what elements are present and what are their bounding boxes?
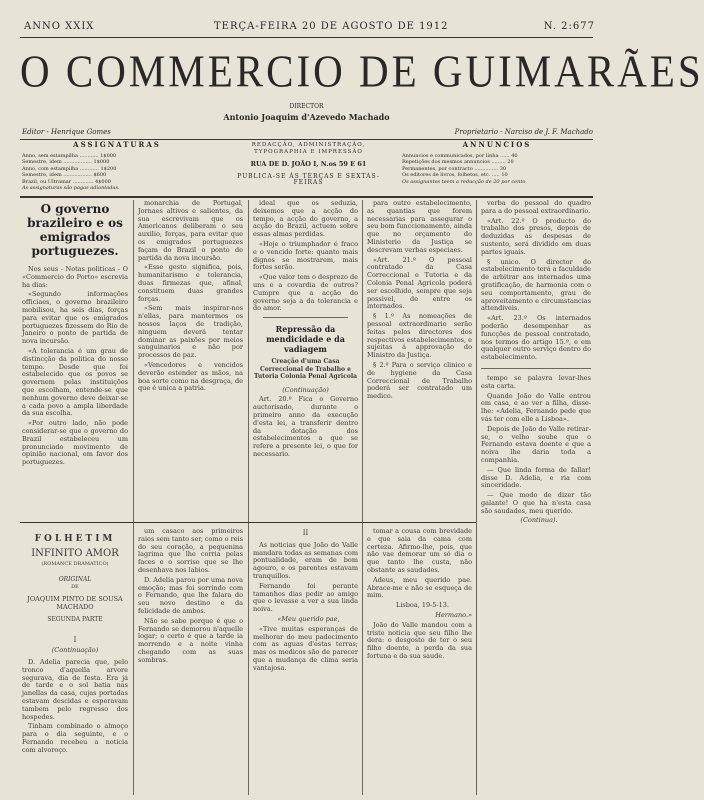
serial-title: INFINITO AMOR <box>31 547 119 559</box>
folhetim-paragraph: tomar a cousa com brevidade e que saia da cama com certeza. Afirmo-lhe, pois, que não vae demorar um só dia o que tanto lhe custa, não obstante as saudades. <box>367 527 472 574</box>
folhetim-paragraph: Lisboa, 19-5-13. <box>396 601 449 610</box>
folhetim-column-4 <box>367 528 472 796</box>
article-column-5 <box>481 200 591 795</box>
signatures-line: Brazil, ou Ultramar ............. 4$000 <box>22 178 111 185</box>
article-paragraph: Nos seus - Notas politicas - O «Commercio do Porto» escrevia ha dias: <box>22 265 128 289</box>
article-paragraph: «Vencedores e vencidos deverão estender as mãos, na boa sorte como na desgraça, de que é unica a patria. <box>138 360 243 393</box>
signatures-line: Semestre, idem .................. 1$000 <box>22 159 110 165</box>
folhetim-paragraph: — Que linda forma de fallar! disse D. Adelia, e ria com sinceridade. <box>481 465 591 490</box>
continuation-label: (Continuação) <box>51 646 99 655</box>
announcements-line: Permanentes, por contracto ............... 30 <box>402 165 507 172</box>
issue-date: TERÇA-FEIRA 20 DE AGOSTO DE 1912 <box>214 21 449 32</box>
article-paragraph: § 1.º As nomeações de pessoal extraordinario serão feitas pelos directores dos respectivos estabelecimentos, e sujeitas á approvação do Ministro da Justiça. <box>367 312 472 360</box>
article-paragraph: «Segundo informações officiaes, o governo brazileiro mobilisou, ha seis dias, forças para evitar que os emigrados portuguezes fizessem do Rio de Janeiro o ponto de partida de nova incursão. <box>22 290 128 346</box>
article-paragraph: «Por outro lado, não pode considerar-se que o governo do Brazil estabeleceu um pronunciado movimento de opinião nacional, em favor dos portuguezes. <box>22 419 128 467</box>
folhetim-paragraph: Tinham combinado o almoço para o dia seguinte, e o Fernando recebeu a noticia com alvoroço. <box>22 722 128 754</box>
folhetim-paragraph: Hermano.» <box>435 610 472 619</box>
article-paragraph: para outro estabelecimento, as quantias que forem necessarias para assegurar o seu bom funccionamento, ainda que no orçamento do Ministerio da Justiça se descrevam verbas especiaes. <box>367 199 472 254</box>
folhetim-paragraph: Depois de João do Valle retirar-se, o velho soube que o Fernando estava doente e que a noiva lhe daria toda a companhia. <box>481 424 591 464</box>
signatures-box <box>22 142 212 194</box>
serial-original: ORIGINAL <box>58 576 92 584</box>
chapter-number: I <box>73 636 77 645</box>
signatures-line: Anno, com estampilha ............ 1$200 <box>22 165 117 172</box>
folhetim-paragraph: Fernando foi perante tamanhos dias pedir ao amigo que o levasse a ver a sua linda noiva. <box>253 581 358 614</box>
signatures-title: ASSIGNATURAS <box>73 140 161 149</box>
announcements-title: ANNUNCIOS <box>462 140 532 149</box>
article-paragraph: «Sem mais inspirar-nos n'ellas, para mantermos os nossos laços de tradição, ninguem deverá tentar dominar as paixões por meios sanguinarios e não por processos de paz. <box>138 304 243 360</box>
article-paragraph: «Que valor tem o desprezo de uns e a covardia de outros? Cumpre que a acção do governo seja a da tolerancia e do amor. <box>253 273 358 313</box>
announcements-note: Os assignantes teem a reducção de 20 por cento. <box>402 178 527 185</box>
folhetim-paragraph: «Tive muitas esperanças de melhorar do meu padecimento com as aguas d'estas terras; mas os medicos são de parecer que a mudança de clima seria vantajosa. <box>253 624 358 672</box>
folhetim-rule <box>20 522 476 523</box>
serial-author: JOAQUIM PINTO DE SOUSA MACHADO <box>27 594 123 611</box>
announcements-line: Annuncios e communicados, por linha ...... 40 <box>402 152 518 159</box>
article-headline: O governo brazileiro e os emigrados portuguezes. <box>27 202 123 258</box>
signatures-line: Anno, sem estampilha ............ 1$000 <box>22 152 117 159</box>
continuation-label: (Continuação) <box>282 385 329 394</box>
top-rule <box>20 37 593 38</box>
announcements-line: Repetições dos mesmos annuncios ......... 20 <box>402 159 514 165</box>
issue-number: N. 2:677 <box>543 21 595 32</box>
section-subheadline: Creação d'uma Casa Correccional de Trabalho e Tutoria Colonia Penal Agricola <box>253 358 358 381</box>
folhetim-paragraph: — Que modo de dizer tão galante! O que ha n'esta casa são saudades, meu querido. <box>481 491 591 515</box>
director-name: Antonio Joaquim d'Azevedo Machado <box>223 112 390 122</box>
article-column-4 <box>367 200 472 512</box>
year-label: ANNO XXIX <box>24 21 95 32</box>
chapter-number: II <box>302 529 309 537</box>
announcements-box <box>402 142 592 194</box>
article-paragraph: «Esse gesto significa, pois, humanitarismo e tolerancia, duas firmezas que, afinal, constituem duas grandes forças. <box>138 263 243 303</box>
article-column-2 <box>138 200 243 512</box>
publication-days: PUBLICA-SE ÁS TERÇAS E SEXTAS-FEIRAS <box>237 172 380 186</box>
folhetim-label: FOLHETIM <box>34 534 116 544</box>
masthead-bottom-rule <box>20 196 593 198</box>
office-title: REDACÇÃO, ADMINISTRAÇÃO, TYPOGRAPHIA E IMPRESSÃO <box>251 142 366 155</box>
director-label: DIRECTOR <box>289 103 324 110</box>
serial-de: DE <box>71 584 79 591</box>
article-paragraph: § unico. O director do estabelecimento terá a faculdade de arbitrar aos internados uma gratificação, de harmonia com o seu comportamento, grau de aproveitamento e circumstancias attendiveis. <box>481 257 591 313</box>
newspaper-title: O COMMERCIO DE GUIMARÃES <box>20 45 704 97</box>
folhetim-paragraph: Não se sabe porque é que o Fernando se demorou n'aquelle logar; o certo é que a tarde ia morrendo e a noite vinha chegando com as suas sombras. <box>138 616 243 664</box>
folhetim-paragraph: Adeus, meu querido pae. Abrace-me e não se esqueça de mim. <box>367 575 472 600</box>
editor-line: Editor - Henrique Gomes <box>22 128 111 136</box>
signatures-note: As assignaturas são pagas adiantadas. <box>22 185 120 191</box>
article-paragraph: «Art. 22.º O producto do trabalho dos presos, depois de deduzidas as despesas de sustento, será dividido em duas partes iguais. <box>481 216 591 256</box>
article-paragraph: ideal que os seduzia, deixemos que a acção do tempo, a acção do governo, a acção do Brazil, actuem sobre essas almas perdidas. <box>253 199 358 239</box>
article-column-3 <box>253 200 358 512</box>
office-address: RUA DE D. JOÃO I, N.os 59 E 61 <box>250 160 367 168</box>
folhetim-paragraph: João do Valle mandou com a triste noticia que seu filho lhe dera: o desgosto de ter o seu filho doente, a perda da sua fortuna e da sua saude. <box>367 620 472 660</box>
folhetim-paragraph: tempo se palavra levar-lhes esta carta. <box>481 373 591 390</box>
masthead-top-line <box>24 21 595 35</box>
column-divider <box>476 200 477 795</box>
announcements-line: Os editores de livros, folhetos, etc. ..... 10 <box>402 172 508 178</box>
folhetim-paragraph: um casaco aos primeiros raios sem tanto ser, como o reis do seu coração, a pequenina lagrima que lhe corria pelas faces e o sorriso que se lhe desenhava nos labios. <box>138 527 243 574</box>
folhetim-paragraph: D. Adelia parou por uma nova emoção; mas foi sorrindo com o Fernando, que lhe falara do seu novo destino e da felicidade de ambos. <box>138 575 243 615</box>
serial-part: SEGUNDA PARTE <box>47 615 103 623</box>
article-column-1 <box>22 200 128 512</box>
article-paragraph: «A tolerancia é um grau de distincção da politica do nosso tempo. Desde que foi estabelecido que os povos se governem pelas instituições que escolham, entende-se que nenhum governo deve deixar-se a cada povo a ampla liberdade da sua escolha. <box>22 346 128 418</box>
article-paragraph: «Art. 23.º Os internados poderão desempenhar as funcções de pessoal contratado, nos termos do artigo 15.º, e em qualquer outro serviço dentro do estabelecimento. <box>481 314 591 362</box>
folhetim-paragraph: Quando João do Valle entrou em casa, e ao ver a filha, disse-lhe: «Adelia, Fernando pede que vás ter com elle a Lisboa». <box>481 391 591 423</box>
section-headline: Repressão da mendicidade e da vadiagem <box>266 324 345 355</box>
folhetim-paragraph: D. Adelia parecia que, pelo tronco d'aquella arvore segurava, dia de festa. Era já de tarde e o sol batia nas janellas da casa, cujas portadas estavam descidas e esperavam tambem pelo regresso dos hospedes. <box>22 657 128 721</box>
article-paragraph: Art. 20.º Fica o Governo auctorisado, durante o primeiro anno da execução d'esta lei, a transferir dentro da dotação dos estabelecimentos a que se refere a presente lei, o que for necessario. <box>253 395 358 459</box>
article-paragraph: monarchia de Portugal, Jornaes altivos e salientes, da sua escrevivam que os Americanos deliberam o seu auxilio, forças, para evitar que os emigrados portuguezes façam do Brazil o ponto de partida da nova incursão. <box>138 199 243 262</box>
article-paragraph: verba do pessoal do quadro para a do pessoal extraordinario. <box>481 199 591 215</box>
folhetim-column-2 <box>138 528 243 796</box>
article-paragraph: «Art. 21.º O pessoal contratado da Casa Correccional e Tutoria e da Colonia Penal Agricola poderá ser escolhido, sempre que seja possivel, de entre os internados. <box>367 255 472 311</box>
column-divider <box>362 200 363 795</box>
folhetim-paragraph: «Meu querido pae, <box>277 614 340 623</box>
column-divider <box>248 200 249 795</box>
folhetim-column-3 <box>253 528 358 796</box>
column-divider <box>133 200 134 795</box>
signatures-line: Semestre, idem .................. $600 <box>22 172 107 178</box>
office-box <box>226 142 391 194</box>
article-paragraph: § 2.º Para o serviço clinico e de hygiene da Casa Correccional de Trabalho poderá ser contratado um medico. <box>367 360 472 401</box>
folhetim-paragraph: As noticias que João do Valle mandara todas as semanas com pontualidade, eram de bom agouro, e os parentes estavam tranquillos. <box>253 540 358 580</box>
proprietor-line: Proprietario - Narciso de J. F. Machado <box>454 128 593 136</box>
folhetim-paragraph: (Continua). <box>520 516 558 525</box>
folhetim-divider <box>481 368 591 369</box>
serial-genre: (ROMANCE DRAMATICO) <box>41 560 109 567</box>
section-divider <box>263 317 348 318</box>
article-paragraph: «Hoje o triumphador é fraco e o vencido forte: quanto mais dignos se mostrarem, mais fortes serão. <box>253 239 358 272</box>
folhetim-column-1 <box>22 528 128 796</box>
